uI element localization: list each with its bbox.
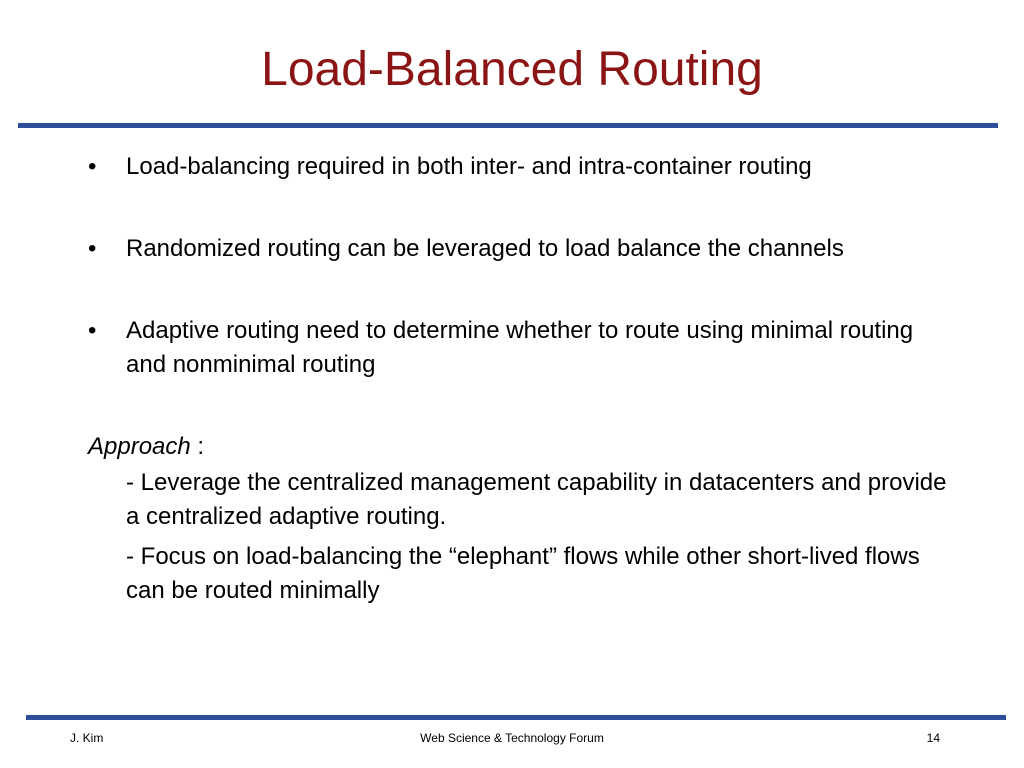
approach-item: - Leverage the centralized management capability in datacenters and provide a centralized adaptive routing.: [126, 469, 947, 530]
approach-item: - Focus on load-balancing the “elephant” flows while other short-lived flows can be routed minimally: [126, 543, 920, 604]
bullet-text: Load-balancing required in both inter- and intra-container routing: [126, 153, 812, 180]
bullet-text: Randomized routing can be leveraged to load balance the channels: [126, 235, 844, 262]
bullet-item: [88, 314, 958, 382]
bullet-marker: •: [88, 235, 97, 262]
approach-suffix: :: [190, 433, 205, 460]
approach-heading: [88, 430, 958, 464]
bullet-marker: •: [88, 317, 97, 344]
slide-body: [88, 150, 958, 614]
approach-label: Approach: [88, 433, 191, 460]
bullet-item: [88, 150, 958, 184]
bullet-item: [88, 232, 958, 266]
bullet-text: Adaptive routing need to determine whether to route using minimal routing and nonminimal routing: [126, 317, 914, 378]
footer-event: Web Science & Technology Forum: [420, 731, 604, 745]
page-number: 14: [926, 731, 940, 745]
footer-divider: [26, 715, 1006, 720]
title-divider: [18, 123, 998, 128]
bullet-marker: •: [88, 153, 97, 180]
footer-author: J. Kim: [70, 731, 104, 745]
slide-title: Load-Balanced Routing: [261, 43, 763, 96]
